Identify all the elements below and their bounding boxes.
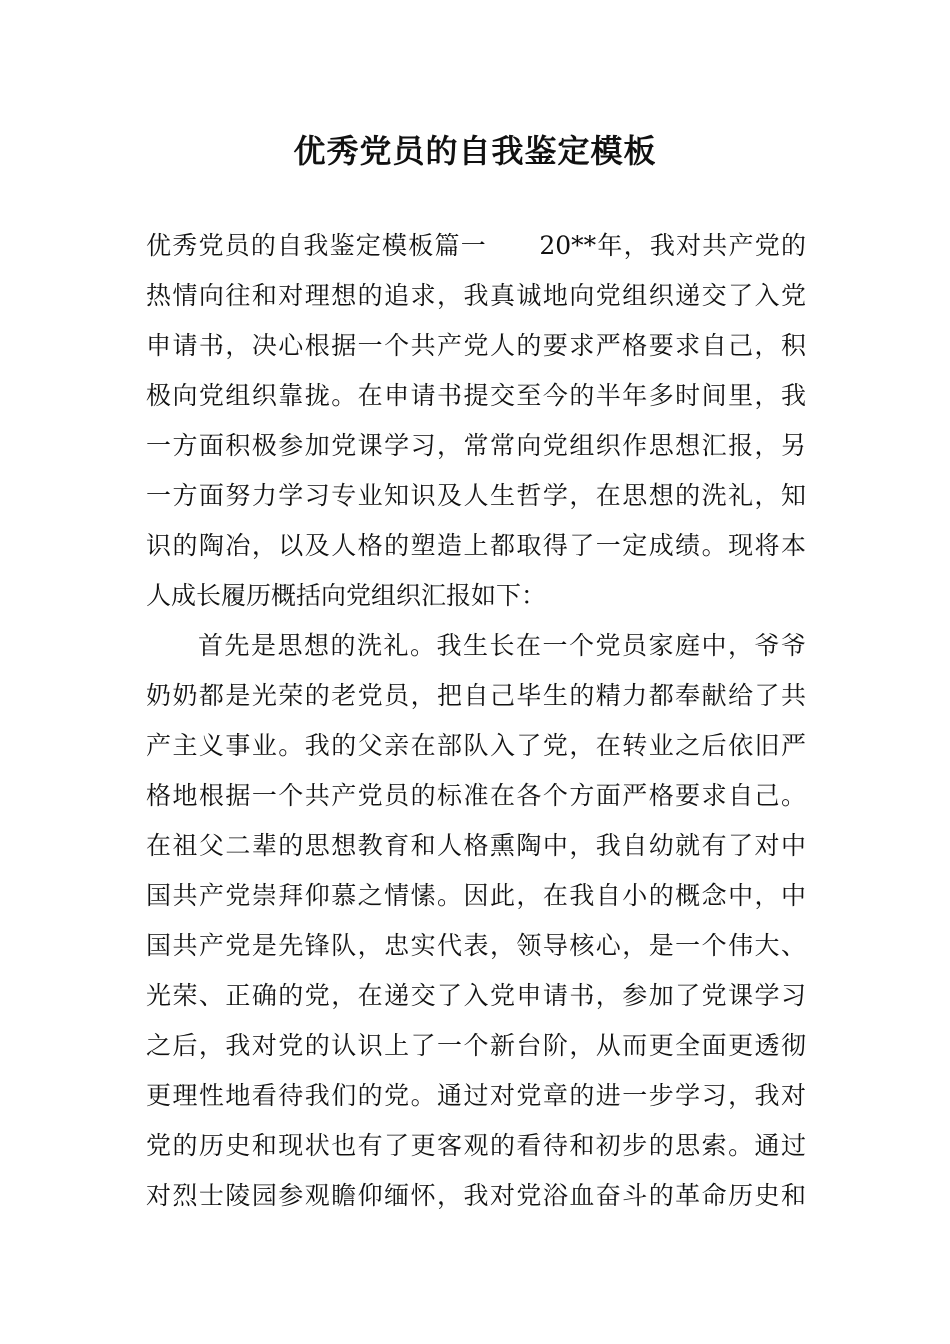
paragraph-line: 一方面努力学习专业知识及人生哲学，在思想的洗礼，知: [146, 481, 806, 510]
document-title: 优秀党员的自我鉴定模板: [293, 132, 657, 170]
paragraph-line: 对烈士陵园参观瞻仰缅怀，我对党浴血奋斗的革命历史和: [146, 1181, 806, 1210]
paragraph-line: 国共产党是先锋队，忠实代表，领导核心，是一个伟大、: [146, 931, 806, 960]
paragraph-line: 党的历史和现状也有了更客观的看待和初步的思索。通过: [146, 1131, 806, 1160]
paragraph-line: 在祖父二辈的思想教育和人格熏陶中，我自幼就有了对中: [146, 831, 806, 860]
paragraph-line: 优秀党员的自我鉴定模板篇一 20**年，我对共产党的: [146, 231, 806, 260]
paragraph-line: 人成长履历概括向党组织汇报如下：: [146, 581, 547, 610]
paragraph-line: 产主义事业。我的父亲在部队入了党，在转业之后依旧严: [146, 731, 806, 760]
paragraph-line: 申请书，决心根据一个共产党人的要求严格要求自己，积: [146, 331, 806, 360]
paragraph-line: 之后，我对党的认识上了一个新台阶，从而更全面更透彻: [146, 1031, 806, 1060]
paragraph-line: 奶奶都是光荣的老党员，把自己毕生的精力都奉献给了共: [146, 681, 806, 710]
paragraph-line: 首先是思想的洗礼。我生长在一个党员家庭中，爷爷: [198, 631, 806, 660]
paragraph-line: 更理性地看待我们的党。通过对党章的进一步学习，我对: [146, 1081, 806, 1110]
paragraph-line: 热情向往和对理想的追求，我真诚地向党组织递交了入党: [146, 281, 806, 310]
paragraph-line: 一方面积极参加党课学习，常常向党组织作思想汇报，另: [146, 431, 806, 460]
paragraph-line: 极向党组织靠拢。在申请书提交至今的半年多时间里，我: [146, 381, 806, 410]
paragraph-line: 格地根据一个共产党员的标准在各个方面严格要求自己。: [146, 781, 806, 810]
paragraph-line: 光荣、正确的党，在递交了入党申请书，参加了党课学习: [146, 981, 806, 1010]
paragraph-line: 国共产党崇拜仰慕之情愫。因此，在我自小的概念中，中: [146, 881, 806, 910]
paragraph-line: 识的陶冶，以及人格的塑造上都取得了一定成绩。现将本: [146, 531, 806, 560]
